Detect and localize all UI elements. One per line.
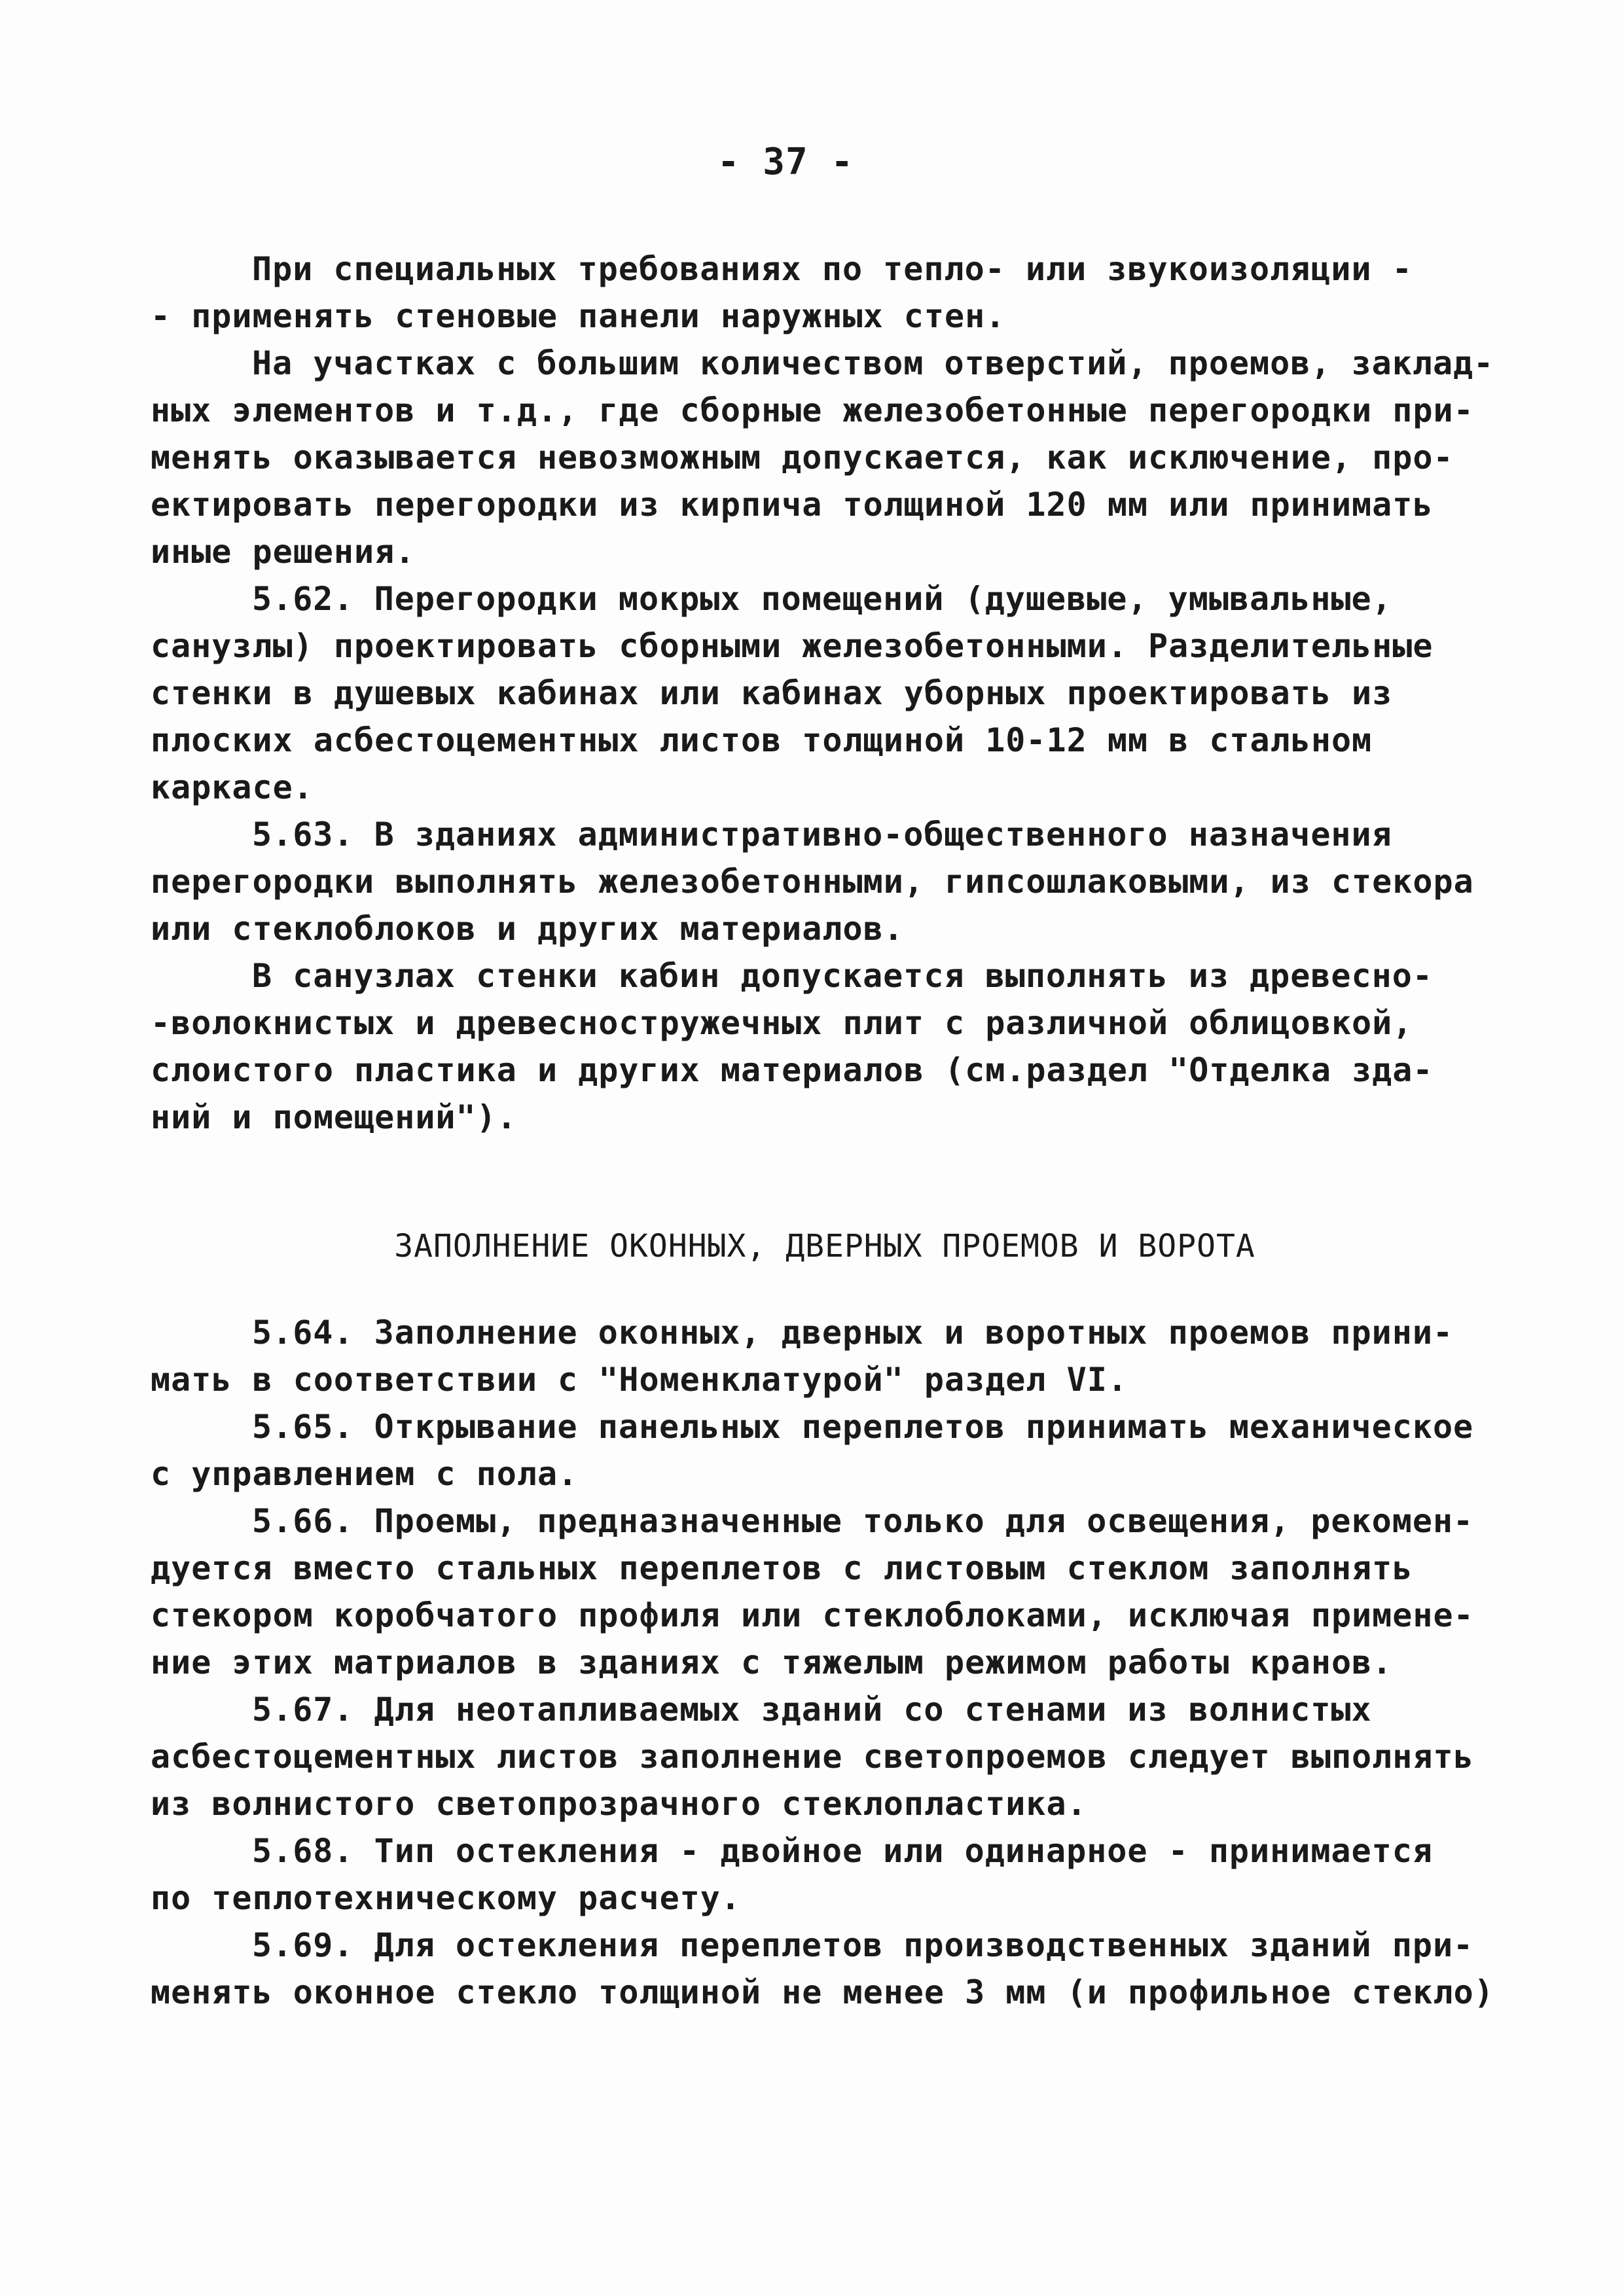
text-line: из волнистого светопрозрачного стеклопластика. [151,1785,1087,1823]
paragraph [151,811,1499,952]
paragraph [151,1498,1499,1686]
text-line: ных элементов и т.д., где сборные железобетонные перегородки при- [151,391,1474,429]
paragraph [151,340,1499,575]
text-line: дуется вместо стальных переплетов с листовым стеклом заполнять [151,1549,1413,1587]
text-line: санузлы) проектировать сборными железобетонными. Разделительные [151,627,1434,665]
text-line: или стеклоблоков и других материалов. [151,910,904,948]
paragraph [151,1686,1499,1827]
paragraph [151,575,1499,811]
section-heading: ЗАПОЛНЕНИЕ ОКОННЫХ, ДВЕРНЫХ ПРОЕМОВ И ВОРОТА [394,1228,1255,1265]
text-line: менять оконное стекло толщиной не менее 3 мм (и профильное стекло) [151,1973,1494,2011]
text-line: - применять стеновые панели наружных стен. [151,297,1006,335]
text-block-top [151,245,1499,1141]
text-line: менять оказывается невозможным допускается, как исключение, про- [151,439,1454,476]
text-block-bottom [151,1309,1499,2016]
text-line: 5.67. Для неотапливаемых зданий со стенами из волнистых [252,1691,1372,1729]
text-line: ектировать перегородки из кирпича толщиной 120 мм или принимать [151,486,1434,524]
text-line: В санузлах стенки кабин допускается выполнять из древесно- [252,957,1433,995]
paragraph [151,1403,1499,1498]
text-line: плоских асбестоцементных листов толщиной 10-12 мм в стальном [151,721,1373,759]
text-line: с управлением с пола. [151,1455,579,1493]
page-number: - 37 - [717,141,854,183]
text-line: мать в соответствии с "Номенклатурой" раздел VI. [151,1361,1128,1399]
paragraph [151,952,1499,1141]
text-line: На участках с большим количеством отверстий, проемов, заклад- [252,344,1494,382]
text-line: 5.63. В зданиях административно-общественного назначения [252,816,1392,853]
paragraph [151,245,1499,340]
text-line: 5.65. Открывание панельных переплетов принимать механическое [252,1408,1474,1446]
text-line: каркасе. [151,768,314,806]
text-line: стенки в душевых кабинах или кабинах уборных проектировать из [151,674,1393,712]
text-line: 5.68. Тип остекления - двойное или одинарное - принимается [252,1832,1433,1870]
paragraph [151,1922,1499,2016]
text-line: ние этих матриалов в зданиях с тяжелым режимом работы кранов. [151,1643,1393,1681]
text-line: 5.64. Заполнение оконных, дверных и воротных проемов прини- [252,1314,1454,1352]
text-line: 5.62. Перегородки мокрых помещений (душевые, умывальные, [252,580,1392,618]
text-line: -волокнистых и древесностружечных плит с различной облицовкой, [151,1004,1413,1042]
text-line: слоистого пластика и других материалов (см.раздел "Отделка зда- [151,1051,1434,1089]
text-line: 5.69. Для остекления переплетов производственных зданий при- [252,1926,1474,1964]
text-line: При специальных требованиях по тепло- или звукоизоляции - [252,250,1413,288]
text-line: перегородки выполнять железобетонными, гипсошлаковыми, из стекора [151,863,1474,901]
text-line: иные решения. [151,533,416,571]
text-line: по теплотехническому расчету. [151,1879,741,1917]
text-line: ний и помещений"). [151,1098,517,1136]
paragraph [151,1827,1499,1922]
text-line: стекором коробчатого профиля или стеклоблоками, исключая примене- [151,1596,1474,1634]
paragraph [151,1309,1499,1403]
text-line: 5.66. Проемы, предназначенные только для освещения, рекомен- [252,1502,1474,1540]
text-line: асбестоцементных листов заполнение светопроемов следует выполнять [151,1738,1474,1776]
